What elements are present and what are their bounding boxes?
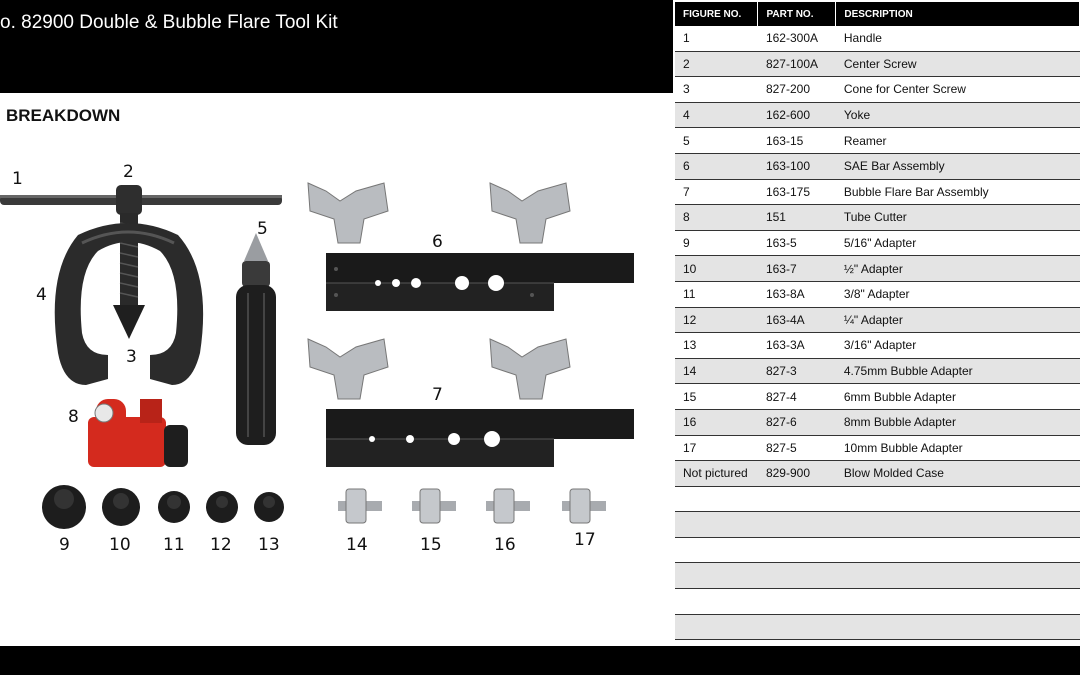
cell-figure-no: 10 [675,256,758,282]
table-row [675,486,1080,512]
flare-adapters-image [42,485,284,529]
cell-part-no: 827-3 [758,358,836,384]
figure-label: 5 [257,219,268,239]
table-row [675,281,1080,307]
cell-part-no: 827-5 [758,435,836,461]
cell-part-no: 163-7 [758,256,836,282]
cell-part-no: 827-100A [758,51,836,77]
table-row [675,26,1080,51]
table-row [675,205,1080,231]
cell-description [836,589,1080,615]
table-row [675,179,1080,205]
cell-description [836,614,1080,640]
table-row [675,409,1080,435]
table-row [675,358,1080,384]
figure-label: 1 [12,169,23,189]
cell-description: 6mm Bubble Adapter [836,384,1080,410]
cell-figure-no: 9 [675,230,758,256]
figure-label: 10 [109,535,131,555]
cell-description: Cone for Center Screw [836,77,1080,103]
cell-figure-no: 6 [675,153,758,179]
cell-part-no: 151 [758,205,836,231]
cell-part-no: 163-15 [758,128,836,154]
cell-figure-no [675,537,758,563]
sae-bar-part-image [308,183,634,311]
cell-description: Center Screw [836,51,1080,77]
breakdown-panel [0,93,673,646]
figure-label: 17 [574,530,596,550]
cell-description: Reamer [836,128,1080,154]
tools-illustration [0,93,673,646]
table-row [675,128,1080,154]
table-row [675,384,1080,410]
cell-description: Yoke [836,102,1080,128]
cell-part-no [758,486,836,512]
cell-part-no: 163-100 [758,153,836,179]
cell-figure-no: 11 [675,281,758,307]
cell-figure-no: 3 [675,77,758,103]
cell-part-no: 163-5 [758,230,836,256]
column-header-description: DESCRIPTION [836,2,1080,26]
cell-figure-no [675,486,758,512]
cell-description [836,486,1080,512]
cell-part-no [758,614,836,640]
handle-part-image [0,185,282,215]
table-header-row [675,2,1080,26]
table-row [675,589,1080,615]
figure-label: 8 [68,407,79,427]
figure-label: 7 [432,385,443,405]
cell-figure-no: 14 [675,358,758,384]
cell-description: Bubble Flare Bar Assembly [836,179,1080,205]
bubble-adapters-image [338,489,606,523]
table-row [675,230,1080,256]
table-row [675,51,1080,77]
reamer-part-image [236,233,276,445]
figure-label: 3 [126,347,137,367]
table-row [675,537,1080,563]
cell-figure-no: 2 [675,51,758,77]
cell-part-no [758,512,836,538]
cell-figure-no: 16 [675,409,758,435]
cell-figure-no [675,512,758,538]
cell-figure-no: 13 [675,333,758,359]
cell-figure-no: 4 [675,102,758,128]
cell-figure-no: 17 [675,435,758,461]
cell-description [836,537,1080,563]
figure-label: 6 [432,232,443,252]
breakdown-heading: BREAKDOWN [6,106,121,125]
table-row [675,563,1080,589]
parts-table-panel [673,0,1080,646]
cell-description: Handle [836,26,1080,51]
cell-description: 3/16" Adapter [836,333,1080,359]
cell-description: ¼" Adapter [836,307,1080,333]
cell-part-no: 163-3A [758,333,836,359]
tube-cutter-part-image [88,399,188,467]
cell-description: SAE Bar Assembly [836,153,1080,179]
cell-figure-no: 15 [675,384,758,410]
table-row [675,256,1080,282]
table-row [675,461,1080,487]
table-row [675,153,1080,179]
cell-description: Tube Cutter [836,205,1080,231]
column-header-part-no: PART NO. [758,2,836,26]
figure-label: 9 [59,535,70,555]
table-row [675,77,1080,103]
figure-label: 2 [123,162,134,182]
cell-description: 3/8" Adapter [836,281,1080,307]
document-title: o. 82900 Double & Bubble Flare Tool Kit [0,12,338,33]
cell-description: Blow Molded Case [836,461,1080,487]
cell-figure-no [675,589,758,615]
cell-part-no: 162-600 [758,102,836,128]
cell-part-no: 163-4A [758,307,836,333]
table-row [675,614,1080,640]
bubble-bar-part-image [308,339,634,467]
cell-figure-no: 5 [675,128,758,154]
cell-part-no: 827-6 [758,409,836,435]
cell-part-no: 163-175 [758,179,836,205]
cell-figure-no: Not pictured [675,461,758,487]
table-row [675,333,1080,359]
table-row [675,512,1080,538]
bottom-bar [0,646,1080,675]
cell-description: 8mm Bubble Adapter [836,409,1080,435]
table-row [675,102,1080,128]
cell-part-no [758,589,836,615]
parts-table [675,2,1080,640]
column-header-figure-no: FIGURE NO. [675,2,758,26]
cell-part-no [758,537,836,563]
cell-figure-no: 12 [675,307,758,333]
cell-part-no: 827-200 [758,77,836,103]
cell-figure-no [675,614,758,640]
table-row [675,307,1080,333]
figure-label: 16 [494,535,516,555]
cell-part-no: 162-300A [758,26,836,51]
figure-label: 11 [163,535,185,555]
cell-figure-no: 7 [675,179,758,205]
cell-description [836,512,1080,538]
cell-description: ½" Adapter [836,256,1080,282]
cell-figure-no: 1 [675,26,758,51]
cell-figure-no [675,563,758,589]
figure-label: 15 [420,535,442,555]
cell-description [836,563,1080,589]
title-bar [0,0,668,93]
cell-description: 5/16" Adapter [836,230,1080,256]
figure-label: 13 [258,535,280,555]
cell-description: 4.75mm Bubble Adapter [836,358,1080,384]
figure-label: 14 [346,535,368,555]
figure-label: 12 [210,535,232,555]
cell-part-no [758,563,836,589]
cell-part-no: 827-4 [758,384,836,410]
cell-figure-no: 8 [675,205,758,231]
cell-description: 10mm Bubble Adapter [836,435,1080,461]
figure-label: 4 [36,285,47,305]
table-row [675,435,1080,461]
cell-part-no: 829-900 [758,461,836,487]
cell-part-no: 163-8A [758,281,836,307]
